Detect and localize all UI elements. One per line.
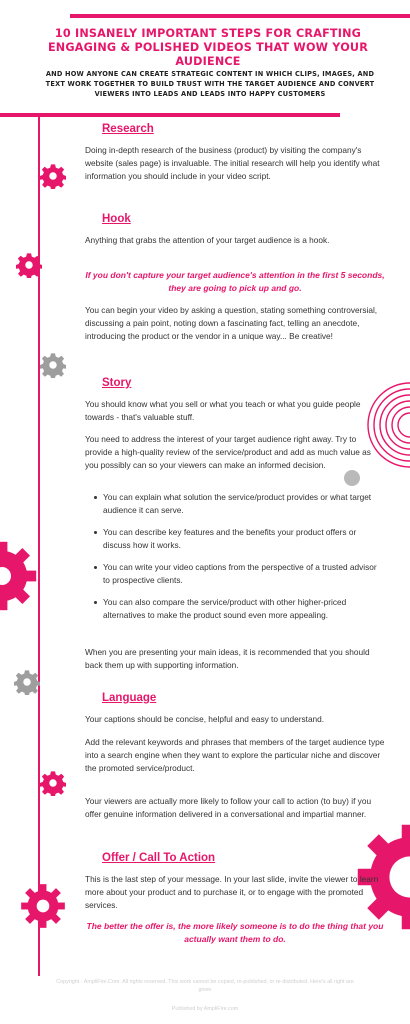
hook-callout: If you don't capture your target audience's attention in the first 5 seconds, they are going to pick up and go.: [85, 270, 385, 293]
story-paragraph-2: You need to address the interest of your target audience right away. Try to provide a high-quality review of the service/product and add as much value as you possibly can so your viewers can make an informed decision.: [85, 434, 371, 470]
top-accent-bar: [70, 14, 410, 18]
list-item: You can describe key features and the benefits your product offers or discuss how it works.: [94, 526, 384, 552]
offer-heading: Offer / Call To Action: [102, 852, 216, 864]
gear-icon: [0, 540, 38, 612]
language-paragraph-2: Add the relevant keywords and phrases that members of the target audience type into a search engine when they want to explore the particular niche and discover the promoted service/product.: [85, 737, 385, 773]
gear-icon: [40, 163, 66, 189]
gear-icon: [14, 669, 40, 695]
hook-paragraph-2: You can begin your video by asking a question, stating something controversial, discussing a pain point, noting down a fascinating fact, telling an anecdote, introducing the product or the vendor in a unique way... Be creative!: [85, 305, 378, 341]
language-paragraph-1: Your captions should be concise, helpful and easy to understand.: [85, 714, 325, 724]
hook-paragraph-1: Anything that grabs the attention of your target audience is a hook.: [85, 235, 330, 245]
gear-icon: [40, 770, 66, 796]
page-title: 10 INSANELY IMPORTANT STEPS FOR CRAFTING ENGAGING & POLISHED VIDEOS THAT WOW YOUR AUDIENCE: [47, 27, 369, 68]
page-subtitle: AND HOW ANYONE CAN CREATE STRATEGIC CONTENT IN WHICH CLIPS, IMAGES, AND TEXT WORK TOGETHER TO BUILD TRUST WITH THE TARGET AUDIENCE AND CONVERT VIEWERS INTO LEADS AND LEADS INTO HAPPY CUSTOMERS: [45, 70, 375, 98]
list-item: You can also compare the service/product with other higher-priced alternatives to make the product sound even more appealing.: [94, 596, 384, 622]
timeline-line: [38, 116, 40, 976]
footer-published: Published by AmpliFire.com: [171, 1006, 239, 1012]
gear-icon: [40, 352, 66, 378]
story-heading: Story: [102, 377, 132, 389]
list-item: You can explain what solution the service/product provides or what target audience it can serve.: [94, 491, 384, 517]
language-paragraph-3: Your viewers are actually more likely to follow your call to action (to buy) if you offer genuine information delivered in a conversational and impartial manner.: [85, 796, 372, 819]
research-heading: Research: [102, 123, 154, 135]
story-paragraph-3: When you are presenting your main ideas, it is recommended that you should back them up with supporting information.: [85, 647, 370, 670]
gray-dot: [344, 470, 360, 486]
footer-copyright: Copyright · AmpliFire.Com. All rights reserved. This work cannot be copied, re-published, or re-distributed. Here's all right are given: [56, 979, 354, 993]
gear-icon: [16, 252, 42, 278]
language-heading: Language: [102, 692, 157, 704]
gear-icon: [20, 883, 66, 929]
header-accent-bar: [0, 113, 340, 117]
story-bullet-list: [94, 491, 384, 631]
offer-callout: The better the offer is, the more likely someone is to do the thing that you actually want them to do.: [86, 921, 384, 944]
hook-heading: Hook: [102, 213, 131, 225]
story-paragraph-1: You should know what you sell or what you teach or what you guide people towards - that's valuable stuff.: [85, 399, 361, 422]
list-item: You can write your video captions from the perspective of a trusted advisor to prospective clients.: [94, 561, 384, 587]
offer-paragraph: This is the last step of your message. In your last slide, invite the viewer to learn more about your product and to purchase it, or to engage with the promoted services.: [85, 874, 379, 910]
research-paragraph: Doing in-depth research of the business (product) by visiting the company's website (sales page) is invaluable. The initial research will help you identify what information you should include in your video script.: [85, 145, 380, 181]
